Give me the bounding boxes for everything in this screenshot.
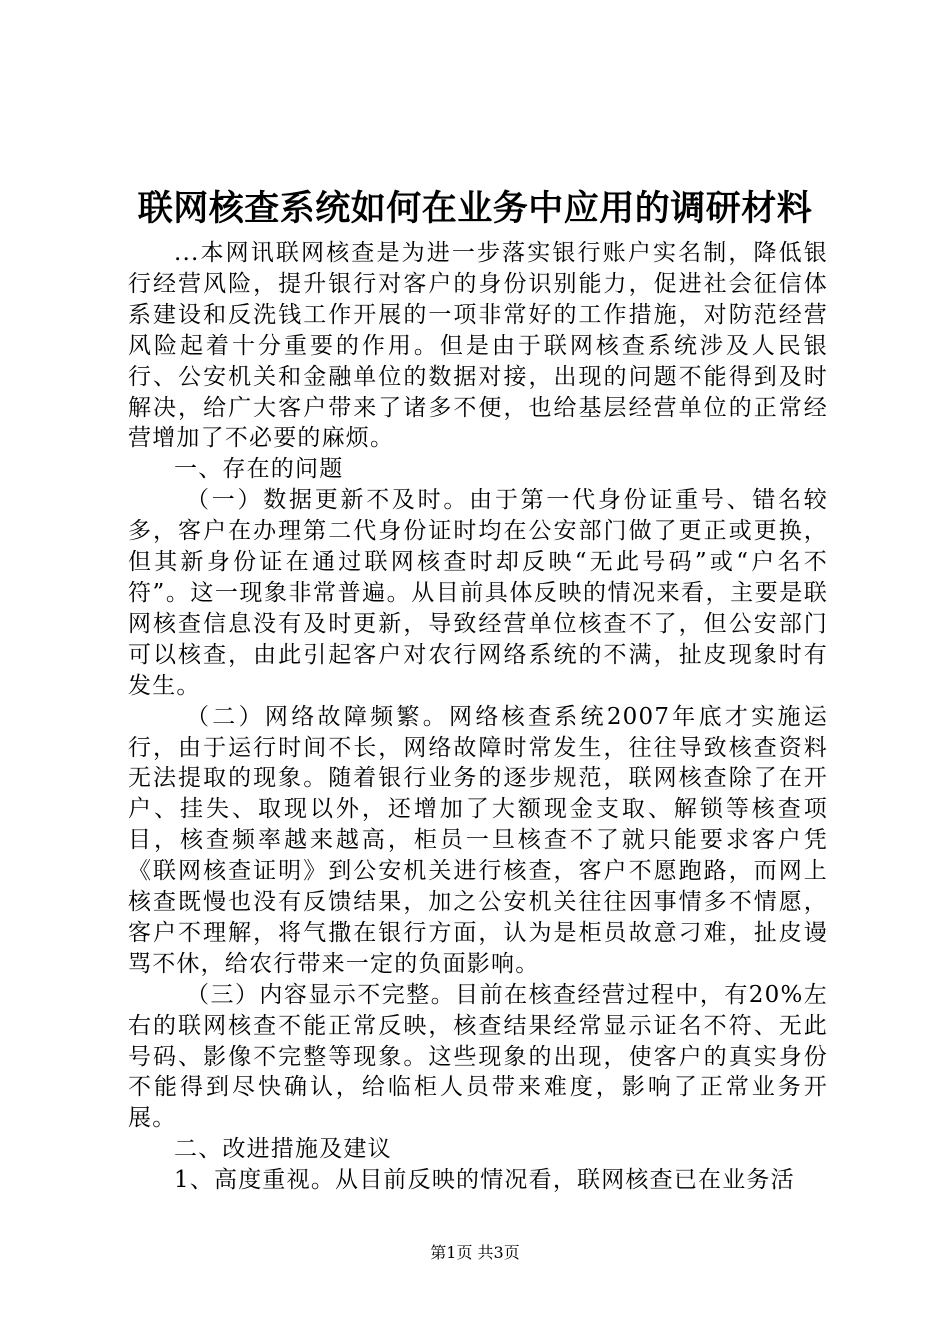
page-footer: 第1页 共3页 xyxy=(430,1243,520,1262)
section-heading-problems: 一、存在的问题 xyxy=(174,456,344,483)
problem-1-paragraph: （一）数据更新不及时。由于第一代身份证重号、错名较多，客户在办理第二代身份证时均在公安部门做了更正或更换，但其新身份证在通过联网核查时却反映“无此号码”或“户名不符”。这一现象非常普遍。从目前具体反映的情况来看，主要是联网核查信息没有及时更新，导致经营单位核查不了，但公安部门可以核查，由此引起客户对农行网络系统的不满，扯皮现象时有发生。 xyxy=(128,487,828,699)
measure-1-paragraph: 1、高度重视。从目前反映的情况看，联网核查已在业务活 xyxy=(174,1167,795,1194)
problem-2-paragraph: （二）网络故障频繁。网络核查系统2007年底才实施运行，由于运行时间不长，网络故障时常发生，往往导致核查资料无法提取的现象。随着银行业务的逐步规范，联网核查除了在开户、挂失、取现以外，还增加了大额现金支取、解锁等核查项目，核查频率越来越高，柜员一旦核查不了就只能要求客户凭《联网核查证明》到公安机关进行核查，客户不愿跑路，而网上核查既慢也没有反馈结果，加之公安机关往往因事情多不情愿，客户不理解，将气撒在银行方面，认为是柜员故意刁难，扯皮谩骂不休，给农行带来一定的负面影响。 xyxy=(128,703,828,977)
document-title: 联网核查系统如何在业务中应用的调研材料 xyxy=(137,188,813,229)
intro-paragraph: ...本网讯联网核查是为进一步落实银行账户实名制，降低银行经营风险，提升银行对客户的身份识别能力，促进社会征信体系建设和反洗钱工作开展的一项非常好的工作措施，对防范经营风险起着十分重要的作用。但是由于联网核查系统涉及人民银行、公安机关和金融单位的数据对接，出现的问题不能得到及时解决，给广大客户带来了诸多不便，也给基层经营单位的正常经营增加了不必要的麻烦。 xyxy=(128,240,828,452)
section-heading-measures: 二、改进措施及建议 xyxy=(174,1136,392,1163)
document-body xyxy=(128,238,828,1196)
problem-3-paragraph: （三）内容显示不完整。目前在核查经营过程中，有20%左右的联网核查不能正常反映，核查结果经常显示证名不符、无此号码、影像不完整等现象。这些现象的出现，使客户的真实身份不能得到尽快确认，给临柜人员带来难度，影响了正常业务开展。 xyxy=(128,981,828,1132)
